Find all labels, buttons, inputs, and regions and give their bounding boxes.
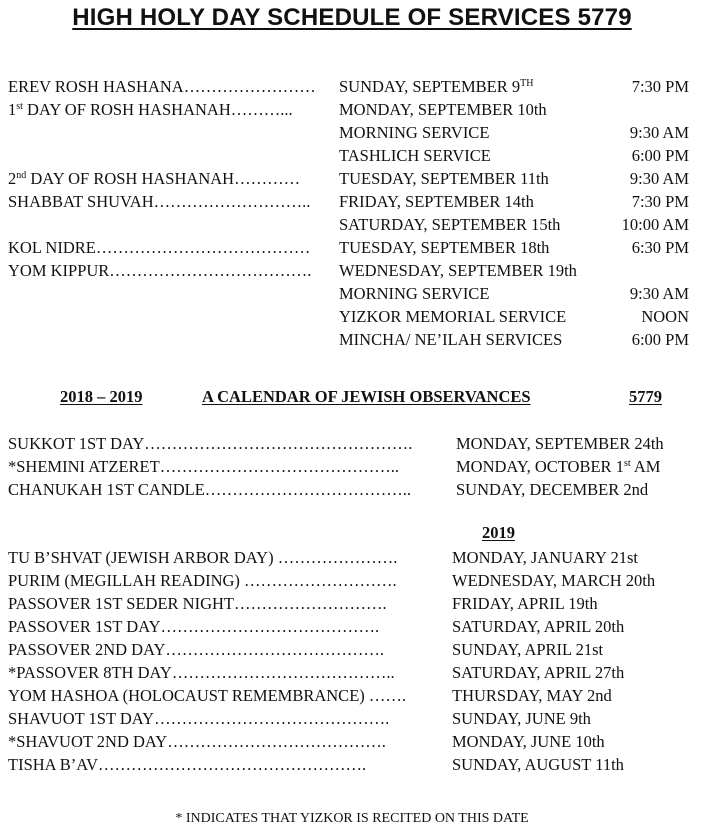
service-date — [339, 217, 560, 234]
calendar-years: 2018 – 2019 — [60, 387, 143, 406]
observance-date: MONDAY, JANUARY 21st — [452, 548, 638, 567]
service-time: 9:30 AM — [629, 169, 689, 188]
service-name-text: YOM KIPPUR………………………………. — [8, 261, 312, 280]
observance-date-suffix: st — [623, 458, 631, 469]
observance-date: SUNDAY, AUGUST 11th — [452, 755, 624, 774]
service-name-text: KOL NIDRE………………………………… — [8, 238, 311, 257]
yizkor-footnote: * INDICATES THAT YIZKOR IS RECITED ON THIS DATE — [175, 811, 529, 826]
service-date-suffix: TH — [520, 78, 534, 89]
observance-date: THURSDAY, MAY 2nd — [452, 686, 612, 705]
observance-date-text: MONDAY, OCTOBER 1 — [456, 457, 624, 476]
service-date-text: TUESDAY, SEPTEMBER 11th — [339, 169, 549, 188]
observance-name: SHAVUOT 1ST DAY……………………………………. — [8, 709, 390, 728]
observance-name: *PASSOVER 8TH DAY………………………………….. — [8, 663, 395, 682]
service-date — [339, 263, 577, 280]
service-time: NOON — [641, 307, 689, 326]
observance-name: PASSOVER 1ST DAY…………………………………. — [8, 617, 380, 636]
service-name-ordinal-suffix: st — [16, 101, 23, 112]
observance-date — [456, 482, 648, 499]
service-name — [8, 171, 300, 188]
calendar-hebrew-year: 5779 — [629, 387, 662, 406]
page-title: HIGH HOLY DAY SCHEDULE OF SERVICES 5779 — [72, 4, 632, 31]
service-time: 7:30 PM — [631, 192, 689, 211]
observance-name: TU B’SHVAT (JEWISH ARBOR DAY) …………………. — [8, 548, 398, 567]
observance-date-text: SUNDAY, DECEMBER 2nd — [456, 480, 649, 499]
observance-name: TISHA B’AV…………………………………………. — [8, 755, 367, 774]
service-date — [339, 309, 566, 326]
observance-date-text: MONDAY, SEPTEMBER 24th — [456, 434, 664, 453]
service-date — [339, 79, 533, 96]
observance-name: CHANUKAH 1ST CANDLE……………………………….. — [8, 480, 412, 499]
calendar-title: A CALENDAR OF JEWISH OBSERVANCES — [202, 387, 531, 406]
observance-name: *SHAVUOT 2ND DAY…………………………………. — [8, 732, 386, 751]
observance-date: FRIDAY, APRIL 19th — [452, 594, 598, 613]
service-date-text: MINCHA/ NE’ILAH SERVICES — [339, 330, 563, 349]
service-date — [339, 194, 534, 211]
service-date — [339, 171, 549, 188]
service-time: 7:30 PM — [631, 77, 689, 96]
service-date — [339, 332, 562, 349]
service-time: 9:30 AM — [629, 284, 689, 303]
observance-name: PASSOVER 1ST SEDER NIGHT………………………. — [8, 594, 387, 613]
service-name-ordinal: 2 — [8, 169, 17, 188]
service-date-text: WEDNESDAY, SEPTEMBER 19th — [339, 261, 577, 280]
service-date — [339, 148, 491, 165]
observance-date: MONDAY, JUNE 10th — [452, 732, 605, 751]
observance-name: *SHEMINI ATZERET…………………………………….. — [8, 457, 399, 476]
observance-name: SUKKOT 1ST DAY…………………………………………. — [8, 434, 413, 453]
observance-date: WEDNESDAY, MARCH 20th — [452, 571, 656, 590]
service-date-text: SUNDAY, SEPTEMBER 9 — [339, 77, 521, 96]
service-name — [8, 263, 311, 280]
service-date-text: YIZKOR MEMORIAL SERVICE — [339, 307, 567, 326]
observance-date: SUNDAY, APRIL 21st — [452, 640, 604, 659]
service-time: 6:30 PM — [631, 238, 689, 257]
service-name — [8, 79, 316, 96]
service-date — [339, 240, 549, 257]
service-name — [8, 102, 293, 119]
service-name — [8, 240, 310, 257]
service-name — [8, 194, 310, 211]
service-date-text: FRIDAY, SEPTEMBER 14th — [339, 192, 534, 211]
year-2019-heading: 2019 — [482, 523, 515, 542]
service-name-ordinal: 1 — [8, 100, 17, 119]
service-time: 6:00 PM — [631, 330, 689, 349]
service-date — [339, 286, 489, 303]
service-time: 10:00 AM — [621, 215, 689, 234]
service-name-text: DAY OF ROSH HASHANAH………… — [26, 169, 301, 188]
service-time: 9:30 AM — [629, 123, 689, 142]
observance-date — [456, 459, 660, 476]
service-name-text: EREV ROSH HASHANA…………………… — [8, 77, 316, 96]
observance-date-post: AM — [630, 457, 661, 476]
observance-name: YOM HASHOA (HOLOCAUST REMEMBRANCE) ……. — [8, 686, 407, 705]
service-name-text: SHABBAT SHUVAH……………………….. — [8, 192, 311, 211]
service-date-text: SATURDAY, SEPTEMBER 15th — [339, 215, 561, 234]
service-date-text: MORNING SERVICE — [339, 123, 490, 142]
service-name-text: DAY OF ROSH HASHANAH………... — [22, 100, 293, 119]
observance-date: SATURDAY, APRIL 27th — [452, 663, 625, 682]
observance-date — [456, 436, 664, 453]
service-date-text: TASHLICH SERVICE — [339, 146, 491, 165]
service-date-text: MORNING SERVICE — [339, 284, 490, 303]
service-date — [339, 102, 547, 119]
observance-date: SATURDAY, APRIL 20th — [452, 617, 625, 636]
service-name-ordinal-suffix: nd — [16, 170, 27, 181]
service-date-text: MONDAY, SEPTEMBER 10th — [339, 100, 547, 119]
observance-name: PURIM (MEGILLAH READING) ………………………. — [8, 571, 397, 590]
observance-name: PASSOVER 2ND DAY…………………………………. — [8, 640, 385, 659]
service-time: 6:00 PM — [631, 146, 689, 165]
service-date — [339, 125, 489, 142]
observance-date: SUNDAY, JUNE 9th — [452, 709, 591, 728]
service-date-text: TUESDAY, SEPTEMBER 18th — [339, 238, 550, 257]
